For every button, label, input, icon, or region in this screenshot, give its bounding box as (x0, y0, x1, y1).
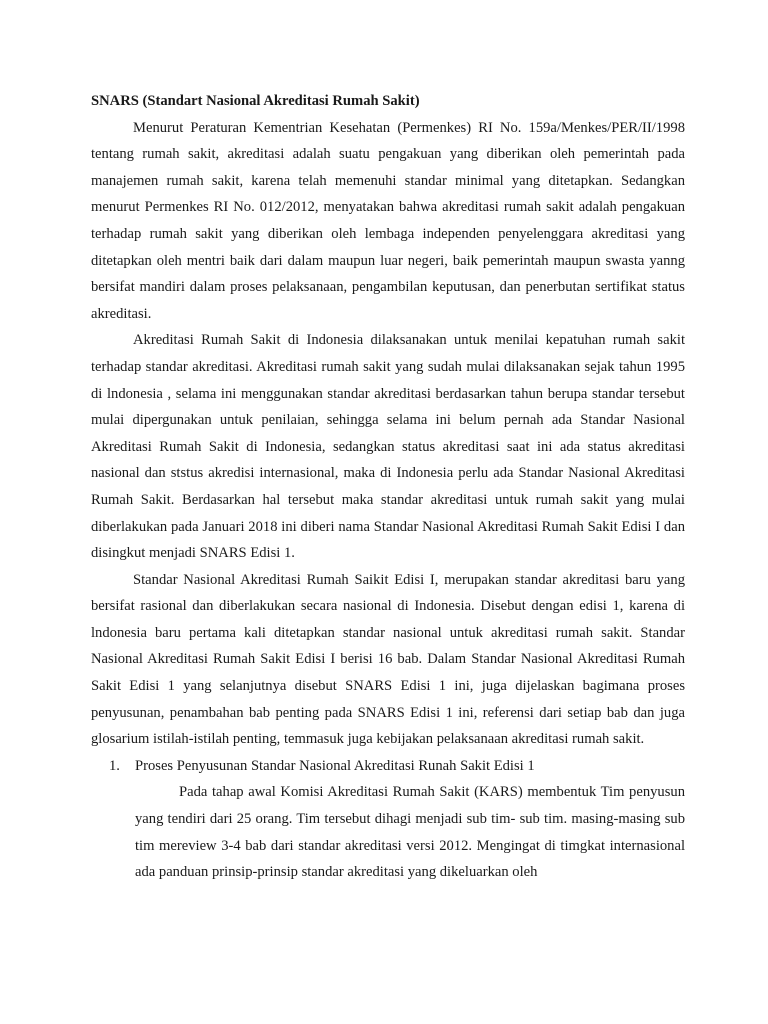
document-content (91, 88, 685, 886)
paragraph-3: Standar Nasional Akreditasi Rumah Saikit Edisi I, merupakan standar akreditasi baru yang bersifat rasional dan diberlakukan secara nasional di Indonesia. Disebut dengan edisi 1, karena di lndonesia baru pertama kali ditetapkan standar nasional untuk akreditasi rumah sakit. Standar Nasional Akreditasi Rumah Sakit Edisi I berisi 16 bab. Dalam Standar Nasional Akreditasi Rumah Sakit Edisi 1 yang selanjutnya disebut SNARS Edisi 1 ini, juga dijelaskan bagimana proses penyusunan, penambahan bab penting pada SNARS Edisi 1 ini, referensi dari setiap bab dan juga glosarium istilah-istilah penting, temmasuk juga kebijakan pelaksanaan akreditasi rumah sakit. (91, 571, 685, 748)
document-title: SNARS (Standart Nasional Akreditasi Rumah Sakit) (91, 93, 420, 109)
numbered-list (91, 753, 685, 886)
list-item (91, 753, 685, 886)
list-item-number: 1. (109, 757, 120, 774)
paragraph-1: Menurut Peraturan Kementrian Kesehatan (Permenkes) RI No. 159a/Menkes/PER/II/1998 tentang rumah sakit, akreditasi adalah suatu pengakuan yang diberikan oleh pemerintah pada manajemen rumah sakit, karena telah memenuhi standar minimal yang ditetapkan. Sedangkan menurut Permenkes RI No. 012/2012, menyatakan bahwa akreditasi rumah sakit adalah pengakuan terhadap rumah sakit yang diberikan oleh lembaga independen penyelenggara akreditasi yang ditetapkan oleh mentri baik dari dalam maupun luar negeri, baik pemerintah maupun swasta yanng bersifat mandiri dalam proses pelaksanaan, pengambilan keputusan, dan penerbutan sertifikat status akreditasi. (91, 119, 685, 322)
list-item-body: Pada tahap awal Komisi Akreditasi Rumah Sakit (KARS) membentuk Tim penyusun yang tendiri dari 25 orang. Tim tersebut dihagi menjadi sub tim- sub tim. masing-masing sub tim mereview 3-4 bab dari standar akreditasi versi 2012. Mengingat di timgkat internasional ada panduan prinsip-prinsip standar akreditasi yang dikeluarkan oleh (135, 784, 685, 881)
list-item-heading: Proses Penyusunan Standar Nasional Akreditasi Runah Sakit Edisi 1 (135, 757, 535, 774)
paragraph-2: Akreditasi Rumah Sakit di Indonesia dilaksanakan untuk menilai kepatuhan rumah sakit terhadap standar akreditasi. Akreditasi rumah sakit yang sudah mulai dilaksanakan sejak tahun 1995 di lndonesia , selama ini menggunakan standar akreditasi berdasarkan tahun berupa standar tersebut mulai dipergunakan untuk penilaian, sehingga selama ini belum pernah ada Standar Nasional Akreditasi Rumah Sakit di Indonesia, sedangkan status akreditasi saat ini ada status akreditasi nasional dan ststus akredisi internasional, maka di Indonesia perlu ada Standar Nasional Akreditasi Rumah Sakit. Berdasarkan hal tersebut maka standar akreditasi untuk rumah sakit yang mulai diberlakukan pada Januari 2018 ini diberi nama Standar Nasional Akreditasi Rumah Sakit Edisi I dan disingkut menjadi SNARS Edisi 1. (91, 332, 685, 562)
